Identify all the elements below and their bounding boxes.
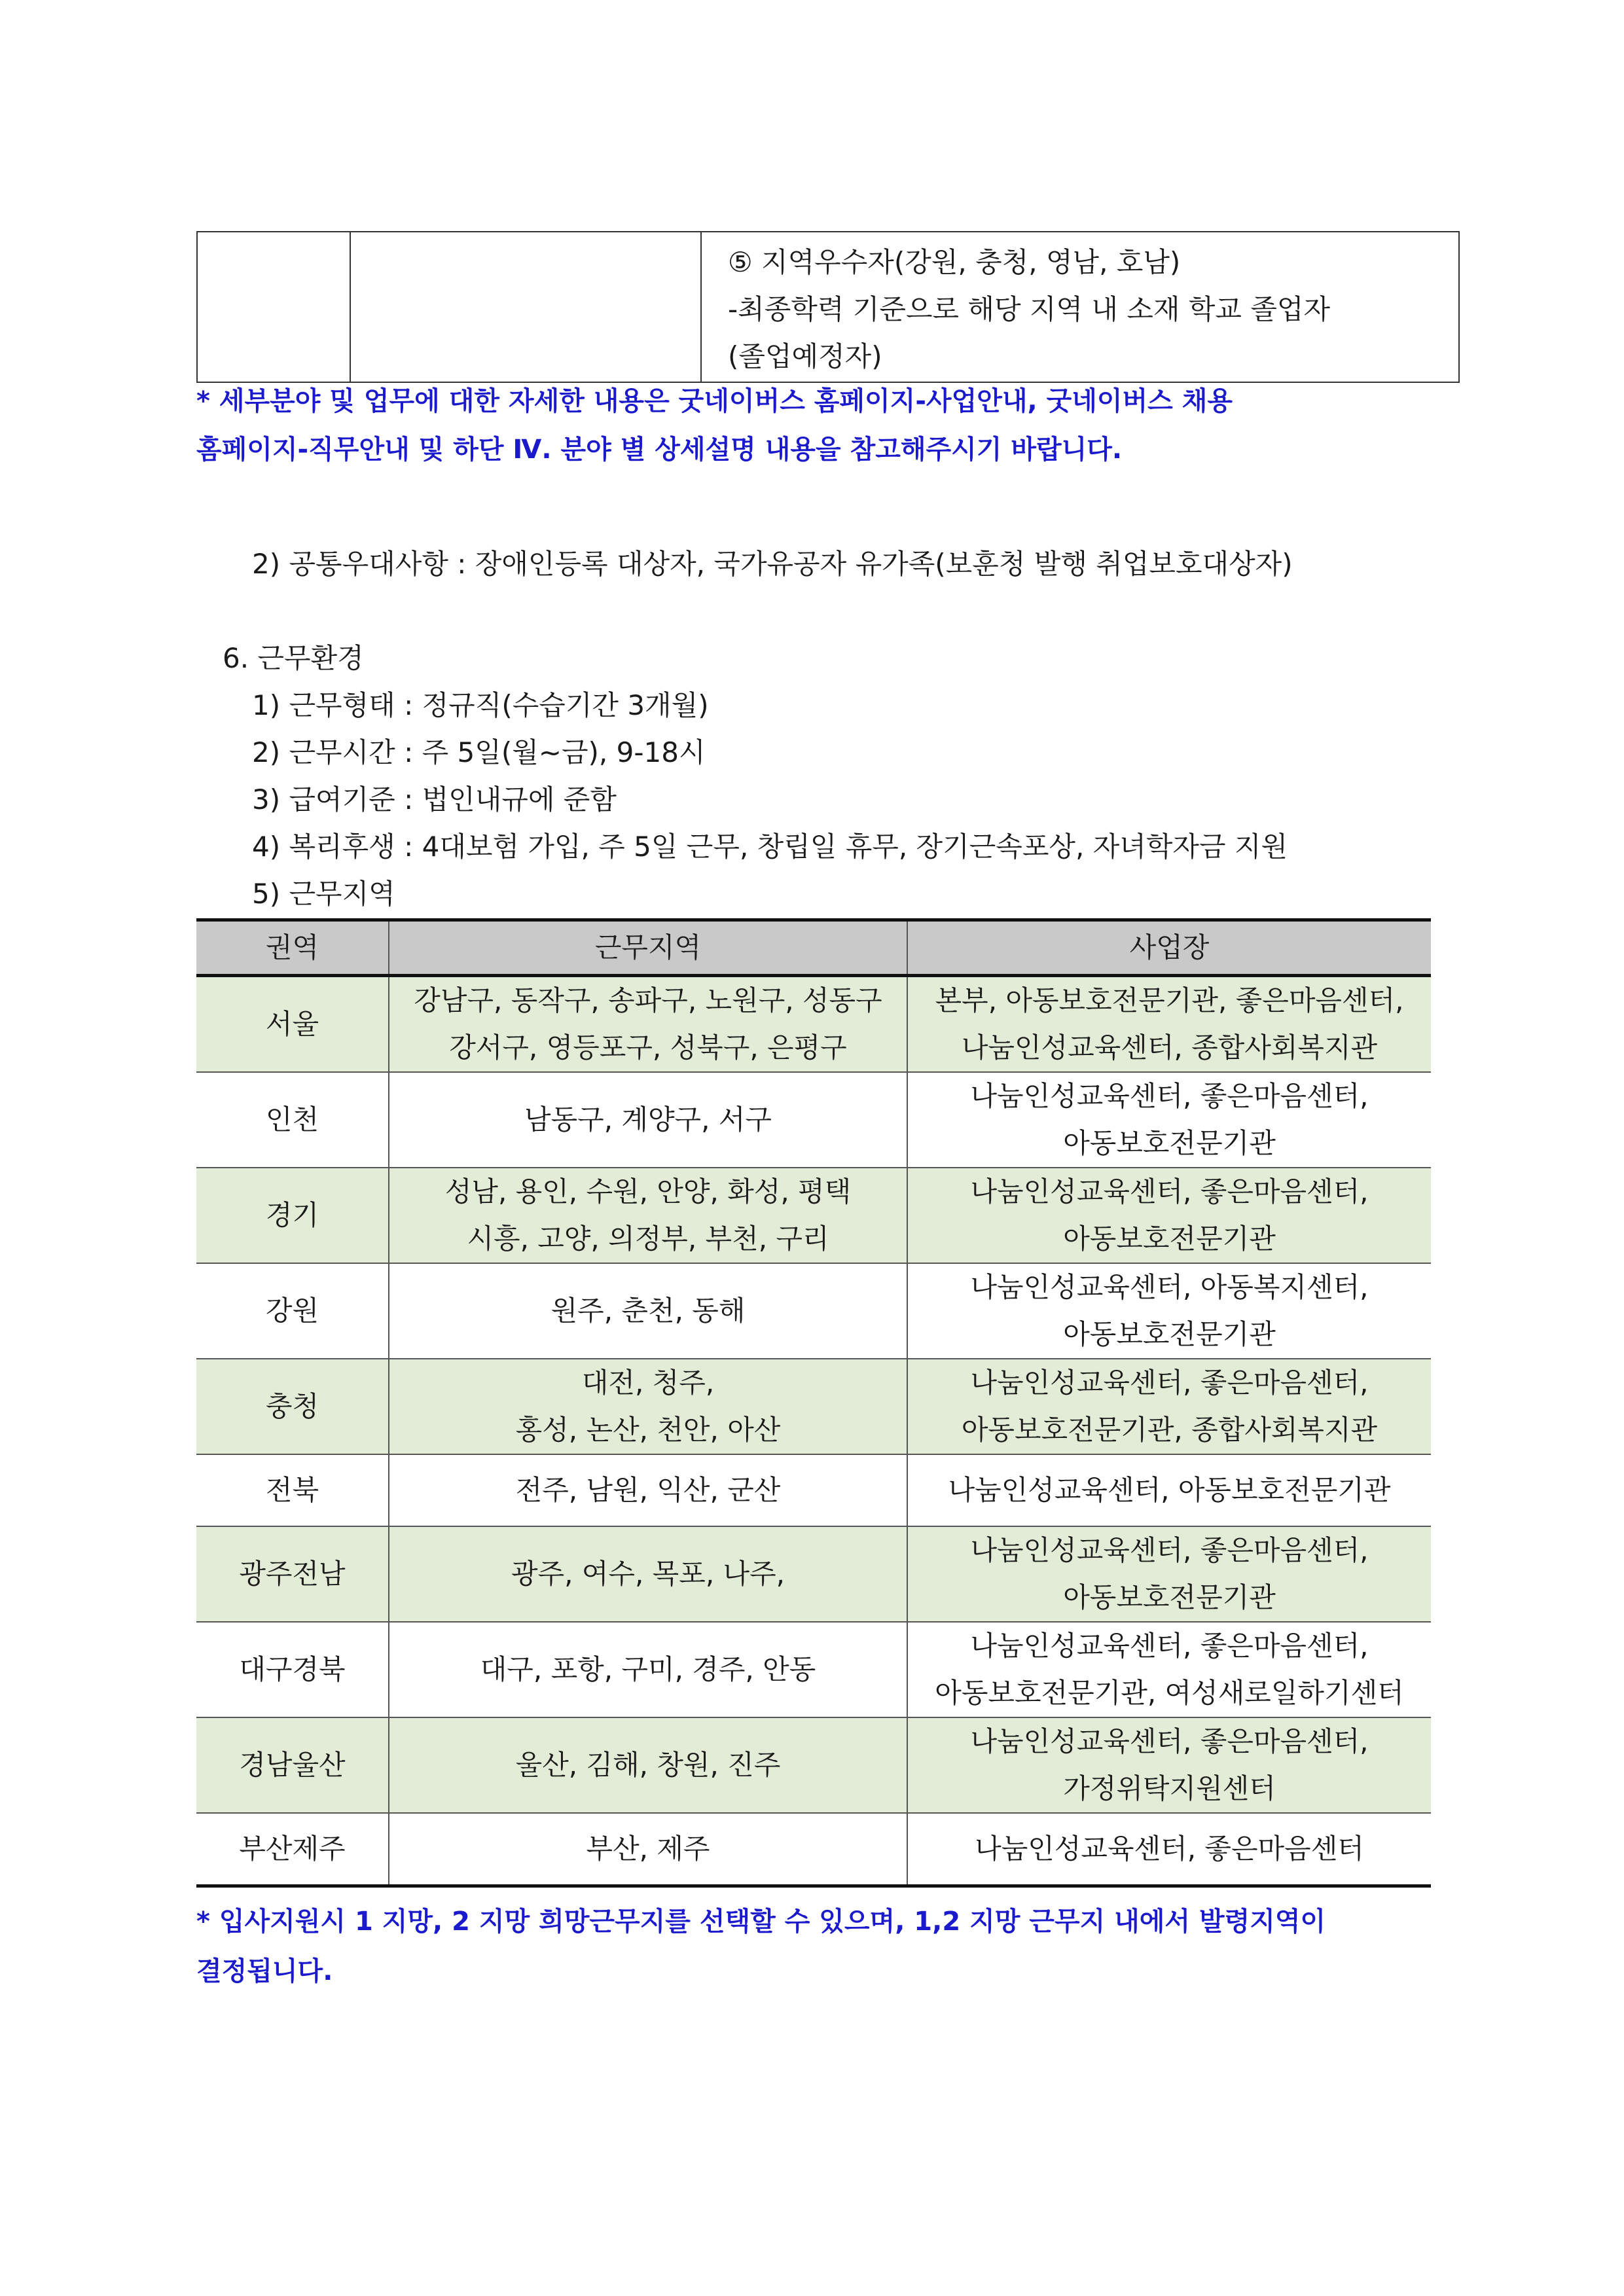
notice-application [196,1897,1326,1996]
areas-cell: 부산, 제주 [389,1813,907,1886]
qualification-cell [701,232,1459,382]
areas-cell: 강남구, 동작구, 송파구, 노원구, 성동구 강서구, 영등포구, 성북구, 은평구 [389,976,907,1073]
table-row [196,1168,1431,1263]
empty-cell [197,232,350,382]
list-item: 1) 근무형태 : 정규직(수습기간 3개월) [252,689,709,721]
sites-cell: 본부, 아동보호전문기관, 좋은마음센터, 나눔인성교육센터, 종합사회복지관 [907,976,1431,1073]
table-row [196,1454,1431,1526]
empty-cell [350,232,701,382]
table-row [196,1263,1431,1359]
sites-cell: 나눔인성교육센터, 좋은마음센터 [907,1813,1431,1886]
region-cell: 인천 [196,1072,389,1168]
region-cell: 충청 [196,1359,389,1454]
list-item: 2) 근무시간 : 주 5일(월~금), 9-18시 [252,736,706,768]
areas-cell: 대전, 청주, 홍성, 논산, 천안, 아산 [389,1359,907,1454]
notice-application-line2: 결정됩니다. [196,1956,333,1986]
region-cell: 경기 [196,1168,389,1263]
notice-detail [196,377,1233,474]
regional-talent-note: (졸업예정자) [728,340,882,372]
areas-cell: 원주, 춘천, 동해 [389,1263,907,1359]
table-row [196,1526,1431,1622]
table-row [196,1072,1431,1168]
continuation-table [196,231,1460,383]
work-environment-list [252,682,1288,918]
areas-cell: 남동구, 계양구, 서구 [389,1072,907,1168]
areas-cell: 울산, 김해, 창원, 진주 [389,1717,907,1813]
sites-cell: 나눔인성교육센터, 좋은마음센터, 아동보호전문기관 [907,1526,1431,1622]
region-cell: 강원 [196,1263,389,1359]
table-row [196,1813,1431,1886]
header-region: 권역 [196,920,389,976]
sites-cell: 나눔인성교육센터, 좋은마음센터, 가정위탁지원센터 [907,1717,1431,1813]
table-row [196,976,1431,1073]
region-cell: 서울 [196,976,389,1073]
section-title: 6. 근무환경 [223,642,364,674]
notice-detail-line1: * 세부분야 및 업무에 대한 자세한 내용은 굿네이버스 홈페이지-사업안내, 굿네이버스 채용 [196,386,1233,416]
sites-cell: 나눔인성교육센터, 좋은마음센터, 아동보호전문기관, 종합사회복지관 [907,1359,1431,1454]
areas-cell: 전주, 남원, 익산, 군산 [389,1454,907,1526]
work-region-table [196,918,1431,1888]
common-preference: 2) 공통우대사항 : 장애인등록 대상자, 국가유공자 유가족(보훈청 발행 취업보호대상자) [252,548,1293,580]
regional-talent-desc: -최종학력 기준으로 해당 지역 내 소재 학교 졸업자 [728,293,1331,325]
table-row [196,1622,1431,1717]
areas-cell: 성남, 용인, 수원, 안양, 화성, 평택 시흥, 고양, 의정부, 부천, 구리 [389,1168,907,1263]
header-sites: 사업장 [907,920,1431,976]
table-row [196,1717,1431,1813]
notice-application-line1: * 입사지원시 1 지망, 2 지망 희망근무지를 선택할 수 있으며, 1,2 지망 근무지 내에서 발령지역이 [196,1907,1326,1937]
sites-cell: 나눔인성교육센터, 좋은마음센터, 아동보호전문기관 [907,1168,1431,1263]
list-item: 4) 복리후생 : 4대보험 가입, 주 5일 근무, 창립일 휴무, 장기근속포상, 자녀학자금 지원 [252,831,1288,863]
region-cell: 경남울산 [196,1717,389,1813]
sites-cell: 나눔인성교육센터, 아동복지센터, 아동보호전문기관 [907,1263,1431,1359]
region-cell: 대구경북 [196,1622,389,1717]
region-cell: 부산제주 [196,1813,389,1886]
sites-cell: 나눔인성교육센터, 좋은마음센터, 아동보호전문기관, 여성새로일하기센터 [907,1622,1431,1717]
region-cell: 광주전남 [196,1526,389,1622]
region-cell: 전북 [196,1454,389,1526]
sites-cell: 나눔인성교육센터, 아동보호전문기관 [907,1454,1431,1526]
areas-cell: 대구, 포항, 구미, 경주, 안동 [389,1622,907,1717]
notice-detail-line2: 홈페이지-직무안내 및 하단 Ⅳ. 분야 별 상세설명 내용을 참고해주시기 바랍니다. [196,435,1123,465]
sites-cell: 나눔인성교육센터, 좋은마음센터, 아동보호전문기관 [907,1072,1431,1168]
table-row [196,1359,1431,1454]
areas-cell: 광주, 여수, 목포, 나주, [389,1526,907,1622]
header-areas: 근무지역 [389,920,907,976]
regional-talent-line: ⑤ 지역우수자(강원, 충청, 영남, 호남) [728,246,1181,278]
list-item: 3) 급여기준 : 법인내규에 준함 [252,783,617,816]
list-item: 5) 근무지역 [252,878,395,910]
